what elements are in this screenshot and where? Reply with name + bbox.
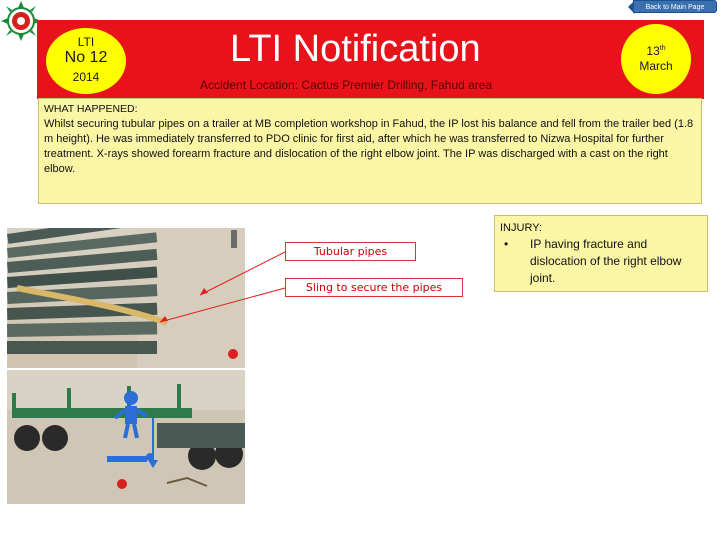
injury-bold: IP — [530, 237, 542, 251]
injury-bullet — [500, 236, 702, 287]
what-happened-text: Whilst securing tubular pipes on a trailer at MB completion workshop in Fahud, the IP lost his balance and fell from the trailer bed (1.8 m height). He was immediately transferred to PDO clinic for first aid, after which he was transferred to Nizwa Hospital for further treatment. X-rays showed forearm fracture and dislocation of the right elbow joint. The IP was discharged with a cast on the right elbow. — [44, 118, 694, 175]
back-to-main-button[interactable]: Back to Main Page — [633, 0, 717, 13]
injury-heading: INJURY: — [500, 222, 542, 234]
label-sling: Sling to secure the pipes — [285, 278, 463, 297]
date-month: March — [639, 59, 673, 73]
label-tubular-pipes: Tubular pipes — [285, 242, 416, 261]
date-suffix: th — [659, 45, 666, 52]
what-happened-heading: WHAT HAPPENED: — [44, 103, 138, 115]
injury-rest: having fracture and dislocation of the right elbow joint. — [530, 237, 682, 285]
lti-label: LTI — [77, 35, 95, 49]
lti-number: No 12 — [64, 49, 108, 66]
lti-year: 2014 — [72, 70, 100, 84]
bullet-dot: • — [504, 237, 509, 251]
page-title: LTI Notification — [230, 28, 481, 70]
injury-text — [530, 236, 702, 287]
accident-location: Accident Location: Cactus Premier Drilling, Fahud area — [200, 78, 493, 92]
date-day: 13 — [646, 44, 660, 58]
injury-box — [494, 215, 708, 292]
